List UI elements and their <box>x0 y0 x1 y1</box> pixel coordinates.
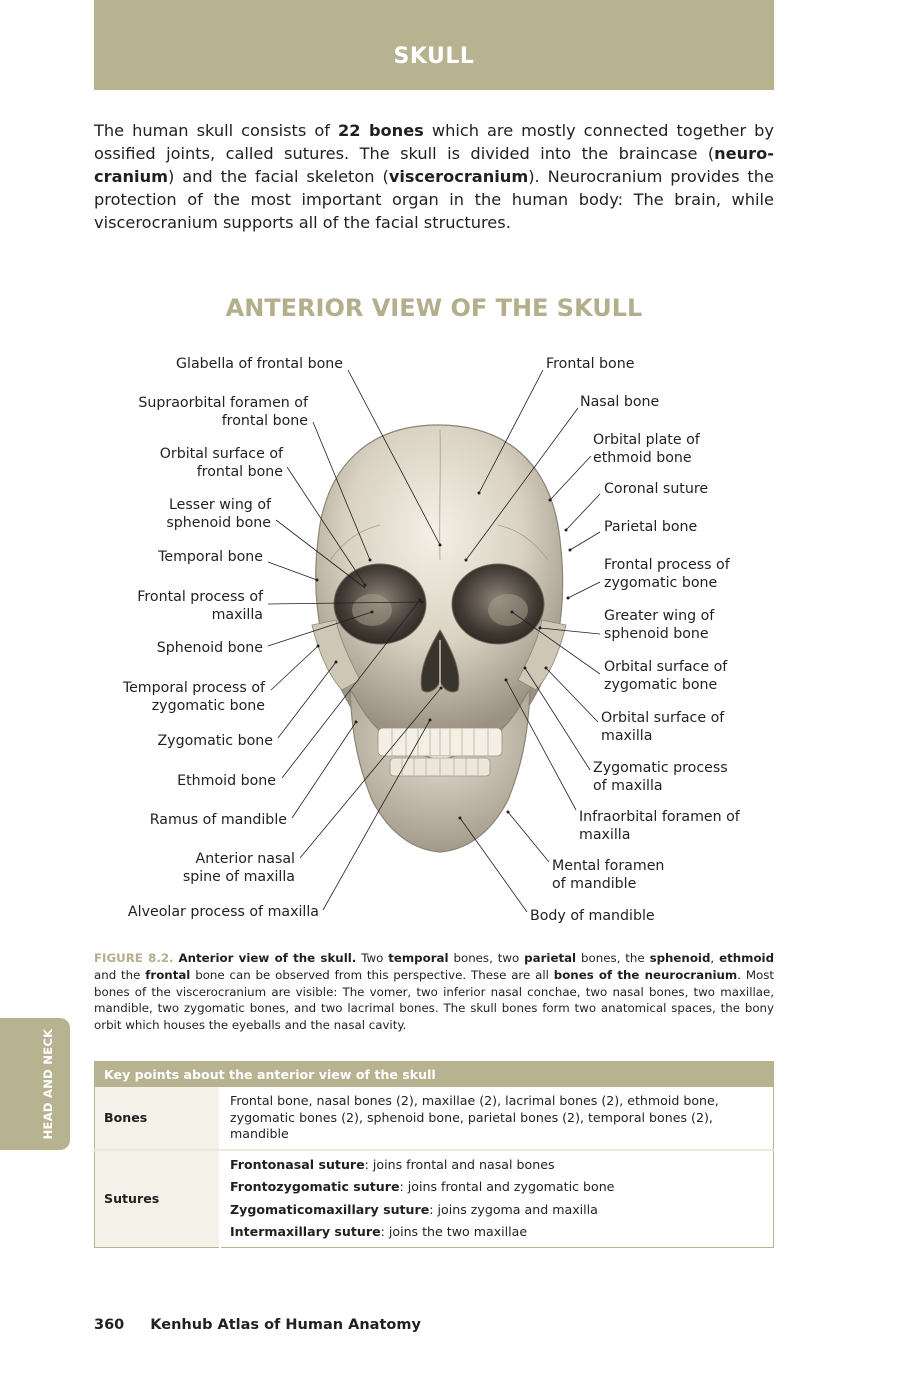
label-anterior-nasal-spine: Anterior nasal spine of maxilla <box>182 851 295 885</box>
caption-text: bones, two <box>448 951 525 965</box>
suture-item <box>230 1179 764 1196</box>
label-frontal-bone: Frontal bone <box>546 356 635 372</box>
label-parietal-bone: Parietal bone <box>604 519 698 535</box>
label-orbital-surface-frontal: Orbital surface of frontal bone <box>159 446 283 480</box>
label-zygomatic-process-maxilla: Zygomatic process of maxilla <box>593 760 728 794</box>
caption-bold: bones of the neurocranium <box>553 967 738 982</box>
label-frontal-process-zygomatic: Frontal process of zygomatic bone <box>604 557 730 591</box>
suture-desc: : joins zygoma and maxilla <box>429 1201 598 1217</box>
label-infraorbital-foramen: Infraorbital foramen of maxilla <box>579 809 740 843</box>
caption-bold: parietal <box>524 951 577 965</box>
intro-bold-neurocranium: neuro-cranium <box>94 144 774 186</box>
suture-item <box>230 1157 764 1174</box>
label-sphenoid-bone: Sphenoid bone <box>156 640 263 656</box>
suture-desc: : joins frontal and nasal bones <box>364 1156 555 1172</box>
suture-desc: : joins frontal and zygomatic bone <box>399 1179 615 1194</box>
table-row <box>95 1150 774 1248</box>
label-temporal-bone: Temporal bone <box>158 549 263 565</box>
side-tab-label: HEAD AND NECK <box>41 1028 55 1140</box>
skull-illustration <box>309 416 566 852</box>
suture-name: Frontonasal suture <box>230 1156 365 1172</box>
label-zygomatic-bone: Zygomatic bone <box>157 733 273 749</box>
caption-bold: sphenoid <box>649 951 711 965</box>
sutures-row-label: Sutures <box>95 1150 221 1248</box>
figure-title: ANTERIOR VIEW OF THE SKULL <box>225 294 643 322</box>
intro-bold-viscerocranium: viscerocranium <box>388 167 529 186</box>
label-frontal-process-maxilla: Frontal process of maxilla <box>137 589 263 623</box>
label-greater-wing-sphenoid: Greater wing of sphenoid bone <box>604 608 715 642</box>
label-ramus-mandible: Ramus of mandible <box>149 812 287 828</box>
page-number: 360 <box>94 1317 125 1333</box>
suture-name: Frontozygomatic suture <box>230 1179 400 1194</box>
suture-item <box>230 1224 764 1241</box>
label-orbital-plate-ethmoid: Orbital plate of ethmoid bone <box>593 432 700 466</box>
label-coronal-suture: Coronal suture <box>604 481 709 497</box>
page-footer <box>94 1317 421 1333</box>
label-lesser-wing-sphenoid: Lesser wing of sphenoid bone <box>166 497 271 531</box>
label-temporal-process-zygomatic: Temporal process of zygomatic bone <box>122 680 265 714</box>
intro-text-2: which are mostly connected together by ossified joints, called sutures. The skull is divided into the braincase ( <box>94 121 775 163</box>
label-glabella: Glabella of frontal bone <box>176 356 343 372</box>
caption-text: , <box>710 951 720 965</box>
label-mental-foramen: Mental foramen of mandible <box>552 858 665 892</box>
bones-row-text: Frontal bone, nasal bones (2), maxillae (2), lacrimal bones (2), ethmoid bone, zygomatic bones (2), sphenoid bone, parietal bones (2), temporal bones (2), mandible <box>220 1087 774 1150</box>
label-supraorbital-foramen: Supraorbital foramen of frontal bone <box>138 395 308 429</box>
intro-bold-22-bones: 22 bones <box>337 121 424 140</box>
label-alveolar-process: Alveolar process of maxilla <box>127 904 319 920</box>
sutures-row-list <box>220 1150 774 1248</box>
book-title: Kenhub Atlas of Human Anatomy <box>150 1317 421 1333</box>
suture-desc: : joins the two maxillae <box>380 1224 528 1239</box>
chapter-title: SKULL <box>393 44 475 69</box>
key-points-title: Key points about the anterior view of the skull <box>95 1062 774 1088</box>
intro-text-3: ) and the facial skeleton ( <box>167 167 389 186</box>
caption-text: bone can be observed from this perspective. These are all <box>190 967 554 982</box>
key-points-table <box>94 1061 774 1248</box>
label-orbital-surface-maxilla: Orbital surface of maxilla <box>601 710 725 744</box>
intro-text-1: The human skull consists of <box>94 121 338 140</box>
label-nasal-bone: Nasal bone <box>580 394 660 410</box>
table-row <box>95 1087 774 1150</box>
caption-text: and the <box>94 967 146 982</box>
suture-name: Zygomaticomaxillary suture <box>230 1201 430 1217</box>
figure-number: FIGURE 8.2. <box>94 951 174 965</box>
caption-bold: ethmoid <box>719 951 775 965</box>
caption-title: Anterior view of the skull. <box>178 951 357 965</box>
caption-text: Two <box>356 951 389 965</box>
figure-caption <box>94 950 774 1034</box>
label-body-mandible: Body of mandible <box>530 908 655 924</box>
label-ethmoid-bone: Ethmoid bone <box>177 773 276 789</box>
intro-text-4: ). Neurocranium provides the protection of the most important organ in the human body: The brain, while viscerocranium supports all of the facial structures. <box>94 167 775 232</box>
caption-text: . Most bones of the viscerocranium are visible: The vomer, two inferior nasal conchae, two nasal bones, two maxillae, mandible, two zygomatic bones, and two lacrimal bones. The skull bones form two anatomical spaces, the bony orbit which houses the eyeballs and the nasal cavity. <box>94 967 774 1033</box>
caption-bold: temporal <box>388 951 449 965</box>
caption-text: bones, the <box>576 951 650 965</box>
bones-row-label: Bones <box>95 1087 221 1150</box>
suture-name: Intermaxillary suture <box>230 1224 381 1239</box>
suture-item <box>230 1202 764 1219</box>
caption-bold: frontal <box>145 967 191 982</box>
label-orbital-surface-zygomatic: Orbital surface of zygomatic bone <box>604 659 728 693</box>
section-side-tab <box>0 1018 70 1150</box>
